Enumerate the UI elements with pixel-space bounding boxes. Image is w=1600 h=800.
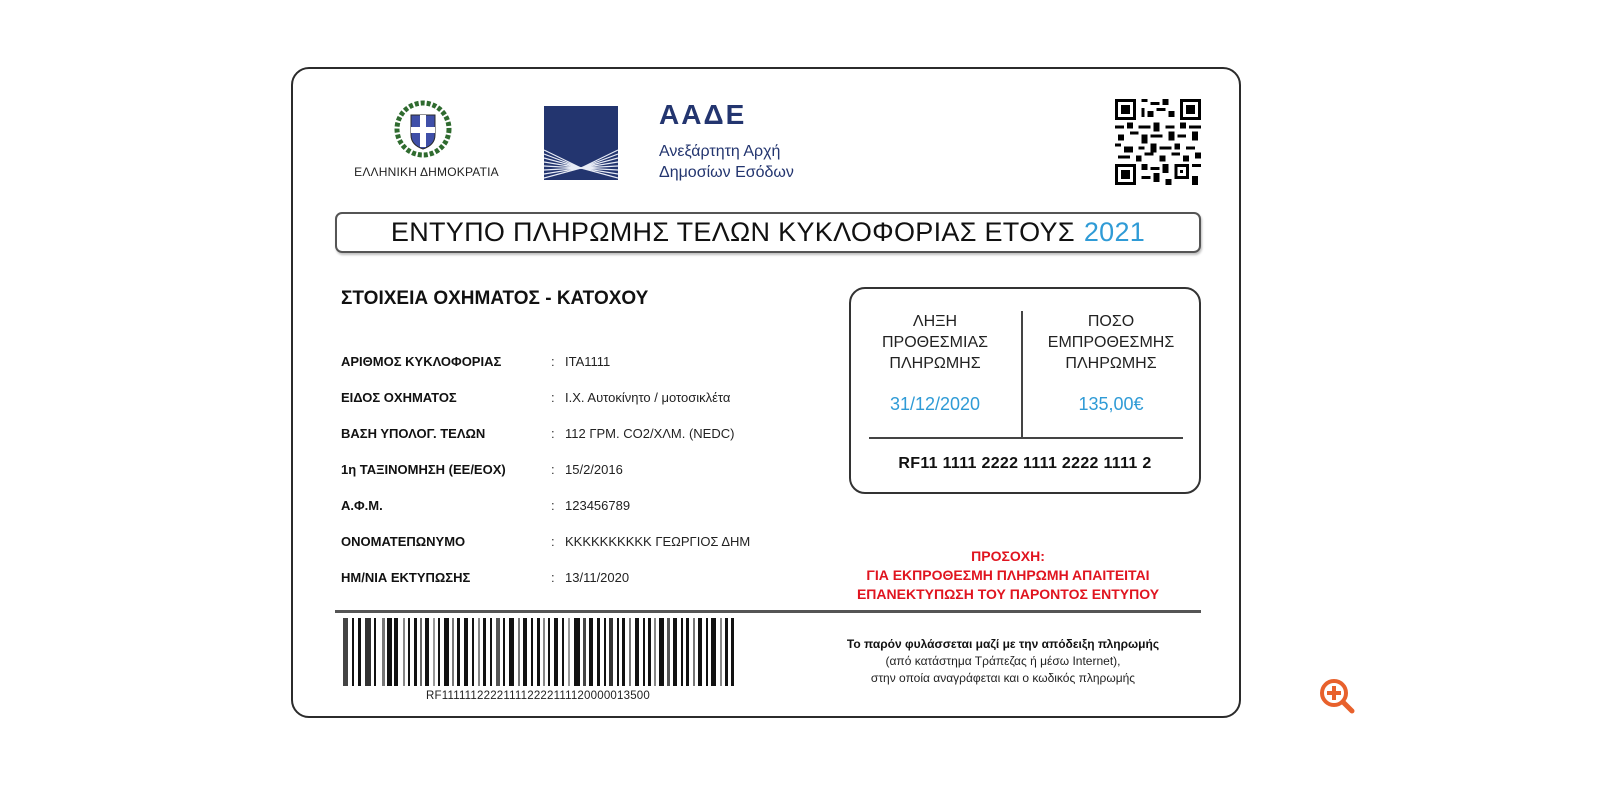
payment-form-card (291, 67, 1241, 718)
amount-label (1031, 311, 1191, 374)
barcode-icon (341, 618, 735, 686)
warning-line3: ΕΠΑΝΕΚΤΥΠΩΣΗ ΤΟΥ ΠΑΡΟΝΤΟΣ ΕΝΤΥΠΟΥ (856, 586, 1160, 602)
warning-line1: ΠΡΟΣΟΧΗ: (971, 548, 1045, 564)
aade-logo-icon (544, 106, 618, 180)
vertical-divider (1021, 311, 1023, 439)
amount-value: 135,00€ (1078, 394, 1144, 414)
field-colon: : (551, 533, 555, 549)
field-label: 1η ΤΑΞΙΝΟΜΗΣΗ (ΕΕ/ΕΟΧ) (341, 461, 506, 477)
receipt-note (793, 636, 1213, 687)
form-title-text: ΕΝΤΥΠΟ ΠΛΗΡΩΜΗΣ ΤΕΛΩΝ ΚΥΚΛΟΦΟΡΙΑΣ ΕΤΟΥΣ (390, 217, 1075, 247)
field-value: 123456789 (565, 497, 631, 513)
field-value: ΙΤΑ1111 (565, 353, 611, 369)
field-row-print-date (341, 559, 750, 595)
aade-subtitle-line2: Δημοσίων Εσόδων (659, 164, 794, 181)
qr-code-icon (1115, 99, 1201, 185)
payment-box (849, 287, 1201, 494)
field-label: Α.Φ.Μ. (341, 497, 383, 513)
aade-title: ΑΑΔΕ (659, 99, 747, 130)
note-line2: (από κατάστημα Τράπεζας ή μέσω Internet), (885, 654, 1121, 668)
field-label: ΒΑΣΗ ΥΠΟΛΟΓ. ΤΕΛΩΝ (341, 425, 486, 441)
field-value: 112 ΓΡΜ. CO2/ΧΛΜ. (NEDC) (565, 425, 735, 441)
vehicle-fields (341, 343, 750, 595)
note-line1: Το παρόν φυλάσσεται μαζί με την απόδειξη πληρωμής (846, 637, 1160, 651)
separator (335, 610, 1201, 613)
field-colon: : (551, 353, 555, 369)
field-colon: : (551, 497, 555, 513)
barcode-number: RF111111222211112222111120000013500 (425, 690, 650, 702)
note-line3: στην οποία αναγράφεται και ο κωδικός πληρωμής (870, 671, 1136, 685)
form-title-year: 2021 (1083, 217, 1146, 247)
amount-label-line: ΠΟΣΟ (1087, 313, 1135, 330)
field-row-fee-basis (341, 415, 750, 451)
deadline-label-line: ΛΗΞΗ (912, 313, 958, 330)
amount-label-line: ΠΛΗΡΩΜΗΣ (1065, 355, 1157, 372)
form-title (335, 212, 1201, 253)
field-row-registration (341, 343, 750, 379)
field-row-full-name (341, 523, 750, 559)
horizontal-divider (869, 437, 1183, 439)
field-colon: : (551, 389, 555, 405)
field-row-vehicle-type (341, 379, 750, 415)
field-label: ΑΡΙΘΜΟΣ ΚΥΚΛΟΦΟΡΙΑΣ (341, 353, 502, 369)
deadline-value: 31/12/2020 (889, 394, 981, 414)
zoom-in-icon[interactable] (1317, 676, 1363, 716)
warning-line2: ΓΙΑ ΕΚΠΡΟΘΕΣΜΗ ΠΛΗΡΩΜΗ ΑΠΑΙΤΕΙΤΑΙ (866, 567, 1150, 583)
amount-column (1031, 311, 1191, 415)
deadline-label-line: ΠΡΟΘΕΣΜΙΑΣ (881, 334, 988, 351)
greek-coat-of-arms-icon (393, 99, 453, 159)
vehicle-section-title: ΣΤΟΙΧΕΙΑ ΟΧΗΜΑΤΟΣ - ΚΑΤΟΧΟΥ (341, 288, 649, 309)
field-value: ΚΚΚΚΚΚΚΚΚΚ ΓΕΩΡΓΙΟΣ ΔΗΜ (565, 533, 751, 549)
field-value: Ι.Χ. Αυτοκίνητο / μοτοσικλέτα (565, 389, 731, 405)
field-value: 13/11/2020 (565, 569, 630, 585)
field-colon: : (551, 425, 555, 441)
amount-label-line: ΕΜΠΡΟΘΕΣΜΗΣ (1047, 334, 1175, 351)
field-colon: : (551, 461, 555, 477)
field-value: 15/2/2016 (565, 461, 623, 477)
republic-label: ΕΛΛΗΝΙΚΗ ΔΗΜΟΚΡΑΤΙΑ (354, 165, 499, 179)
field-row-tax-id (341, 487, 750, 523)
aade-subtitle (659, 141, 794, 183)
aade-subtitle-line1: Ανεξάρτητη Αρχή (659, 143, 781, 160)
field-label: ΟΝΟΜΑΤΕΠΩΝΥΜΟ (341, 533, 466, 549)
rf-payment-code: RF11 1111 2222 1111 2222 1111 2 (898, 455, 1152, 472)
late-payment-warning (813, 547, 1203, 604)
deadline-label-line: ΠΛΗΡΩΜΗΣ (889, 355, 981, 372)
field-colon: : (551, 569, 555, 585)
deadline-label (855, 311, 1015, 374)
field-label: ΗΜ/ΝΙΑ ΕΚΤΥΠΩΣΗΣ (341, 569, 471, 585)
field-row-first-registration (341, 451, 750, 487)
field-label: ΕΙΔΟΣ ΟΧΗΜΑΤΟΣ (341, 389, 457, 405)
deadline-column (855, 311, 1015, 415)
